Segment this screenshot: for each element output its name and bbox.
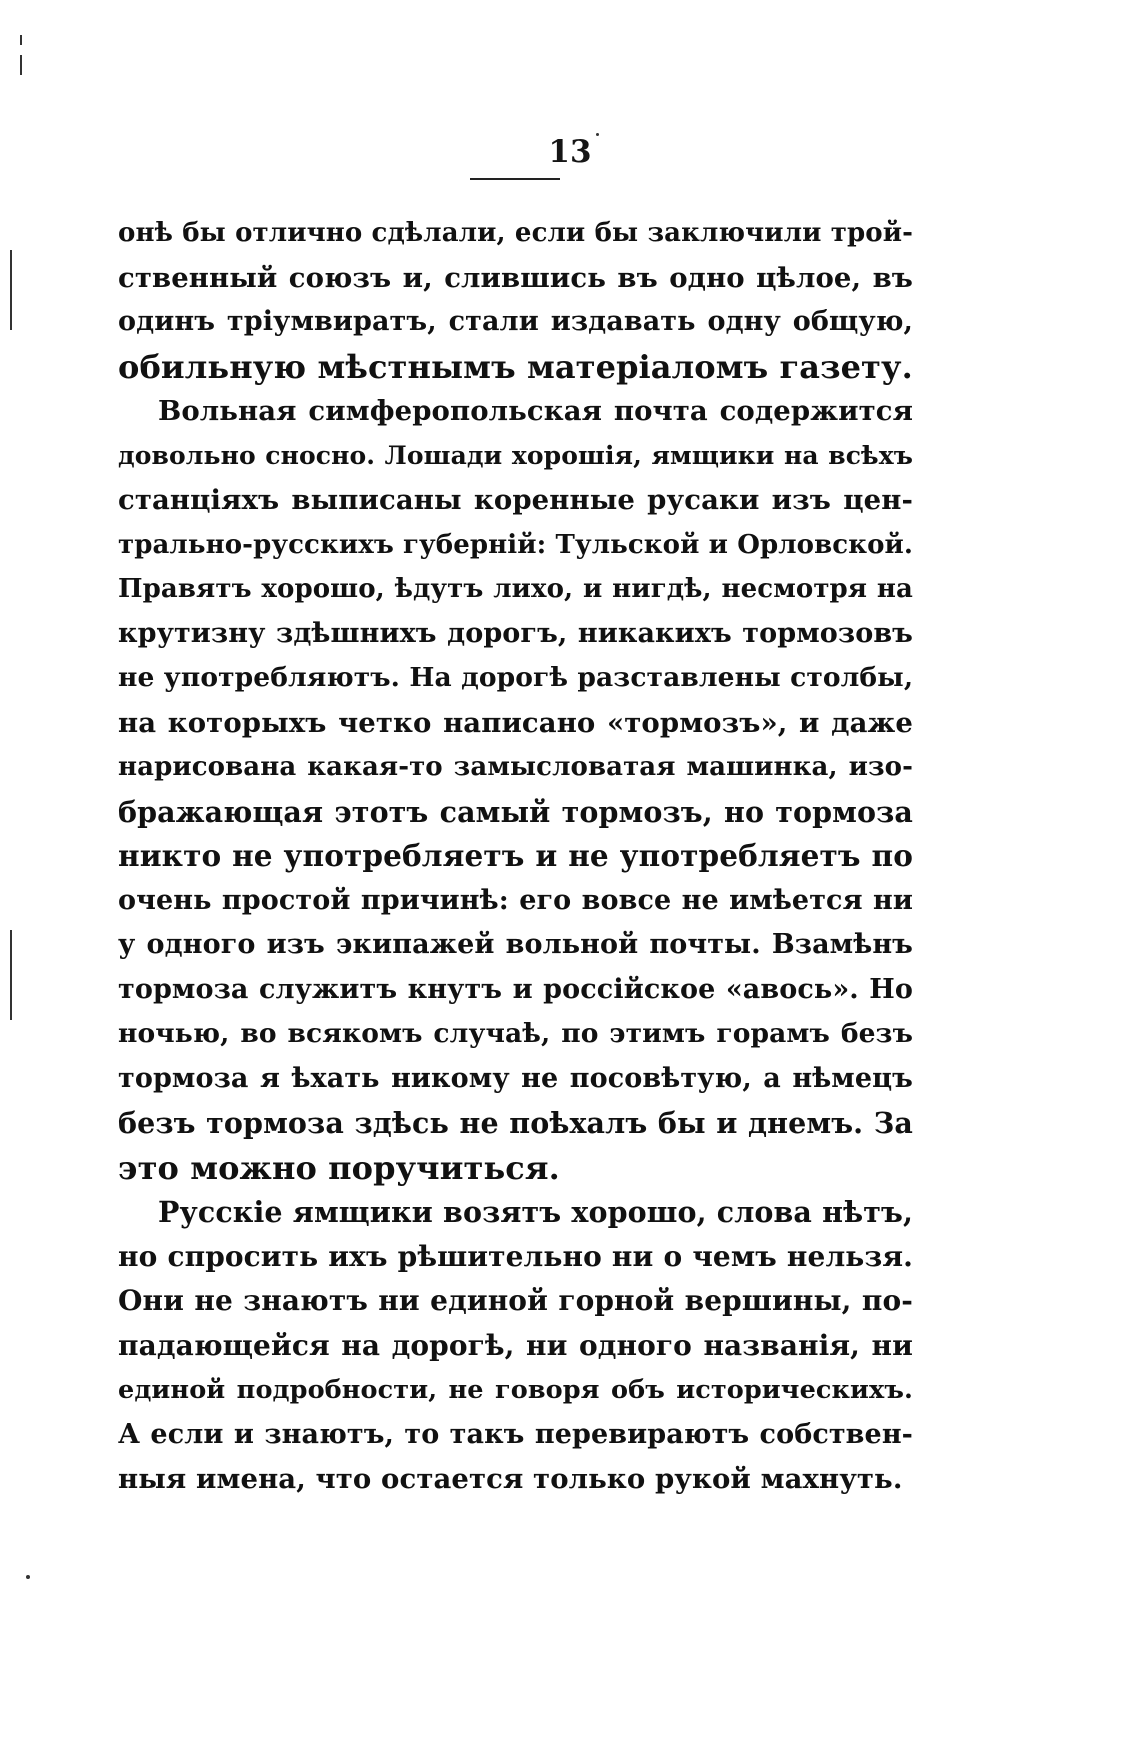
text-line: онѣ бы отлично сдѣлали, если бы заключили трой- <box>118 218 913 248</box>
scan-edge-mark <box>20 35 22 45</box>
text-line: ночью, во всякомъ случаѣ, по этимъ горамъ безъ <box>118 1018 913 1049</box>
text-line: падающейся на дорогѣ, ни одного названія, ни <box>118 1328 913 1362</box>
text-line: трально-русскихъ губерній: Тульской и Орловской. <box>118 529 914 560</box>
text-line: одинъ тріумвиратъ, стали издавать одну общую, <box>118 306 913 337</box>
text-line: Русскіе ямщики возятъ хорошо, слова нѣтъ, <box>158 1195 913 1229</box>
text-line: у одного изъ экипажей вольной почты. Взамѣнъ <box>118 929 913 960</box>
text-line: А если и знаютъ, то такъ перевираютъ собствен- <box>118 1418 913 1450</box>
text-line: но спросить ихъ рѣшительно ни о чемъ нельзя. <box>118 1239 913 1273</box>
text-line: очень простой причинѣ: его вовсе не имѣется ни <box>118 884 913 916</box>
scan-edge-mark <box>10 930 12 1020</box>
text-line: не употребляютъ. На дорогѣ разставлены столбы, <box>118 662 914 693</box>
text-line: тормоза я ѣхать никому не посовѣтую, а нѣмецъ <box>118 1062 913 1094</box>
text-line: безъ тормоза здѣсь не поѣхалъ бы и днемъ. За <box>118 1106 913 1140</box>
text-line: станціяхъ выписаны коренные русаки изъ цен- <box>118 484 913 516</box>
text-line: никто не употребляетъ и не употребляетъ по <box>118 838 913 873</box>
scan-edge-mark <box>20 55 22 75</box>
body-text <box>118 211 913 1502</box>
text-line: Они не знаютъ ни единой горной вершины, по- <box>118 1284 913 1317</box>
text-line: нарисована какая-то замысловатая машинка, изо- <box>118 752 913 782</box>
text-line: довольно сносно. Лошади хорошія, ямщики на всѣхъ <box>118 440 913 470</box>
text-line: Вольная симферопольская почта содержится <box>158 395 913 427</box>
text-line: ственный союзъ и, слившись въ одно цѣлое, въ <box>118 261 913 294</box>
scan-edge-mark <box>26 1575 30 1579</box>
text-line: бражающая этотъ самый тормозъ, но тормоза <box>118 794 913 829</box>
text-line: единой подробности, не говоря объ историческихъ. <box>118 1375 913 1405</box>
page-number-rule <box>470 178 560 180</box>
scan-edge-mark <box>10 250 12 330</box>
text-line: тормоза служитъ кнутъ и россійское «авось». Но <box>118 973 913 1005</box>
text-line: на которыхъ четко написано «тормозъ», и даже <box>118 706 913 739</box>
text-line: это можно поручиться. <box>118 1148 560 1187</box>
text-line: обильную мѣстнымъ матеріаломъ газету. <box>118 347 913 386</box>
text-line: Правятъ хорошо, ѣдутъ лихо, и нигдѣ, несмотря на <box>118 574 913 604</box>
text-line: крутизну здѣшнихъ дорогъ, никакихъ тормозовъ <box>118 617 913 649</box>
text-line: ныя имена, что остается только рукой махнуть. <box>118 1463 903 1495</box>
page-number: 13 <box>548 134 592 170</box>
